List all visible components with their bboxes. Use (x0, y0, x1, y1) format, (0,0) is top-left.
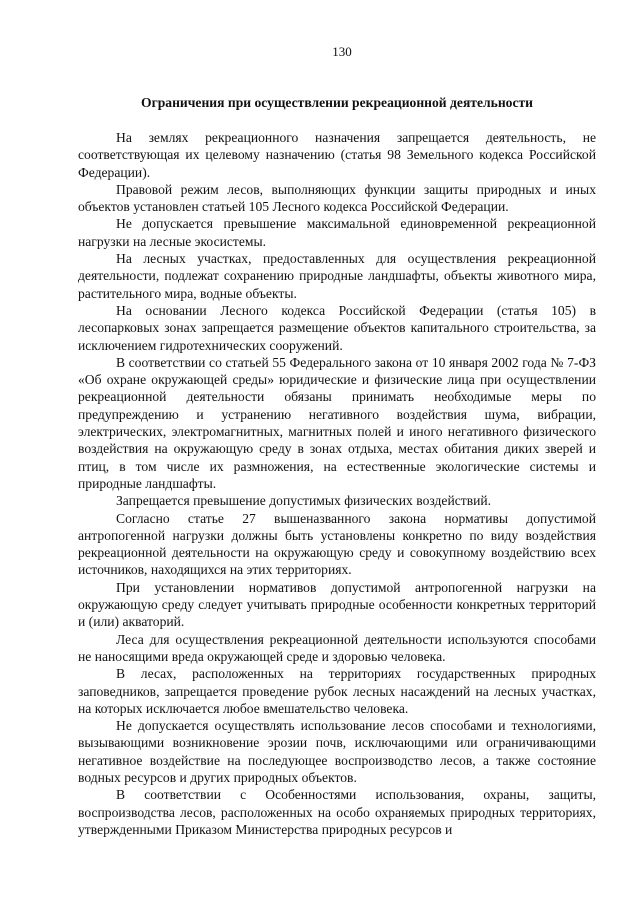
paragraph-12: Не допускается осуществлять использование лесов способами и технологиями, вызывающими возникновение эрозии почв, исключающими или ограничивающими негативное воздействие на последующее воспроизводство лесов, а также состояние водных ресурсов и других природных объектов. (78, 718, 596, 785)
section-heading: Ограничения при осуществлении рекреационной деятельности (141, 95, 533, 110)
paragraph-8: Согласно статье 27 вышеназванного закона нормативы допустимой антропогенной нагрузки должны быть установлены конкретно по виду воздействия рекреационной деятельности на окружающую среду и совокупному воздействию всех источников, находящихся на этих территориях. (78, 510, 596, 578)
paragraph-10: Леса для осуществления рекреационной деятельности используются способами не наносящими вреда окружающей среде и здоровью человека. (78, 631, 596, 664)
paragraph-11: В лесах, расположенных на территориях государственных природных заповедников, запрещается проведение рубок лесных насаждений на лесных участках, на которых исключается любое вмешательство человека. (78, 666, 596, 716)
paragraph-7: Запрещается превышение допустимых физических воздействий. (116, 493, 492, 509)
page-number: 130 (332, 44, 352, 59)
body-text (78, 129, 596, 838)
paragraph-2: Правовой режим лесов, выполняющих функции защиты природных и иных объектов установлен статьей 105 Лесного кодекса Российской Федерации. (78, 181, 596, 215)
paragraph-9: При установлении нормативов допустимой антропогенной нагрузки на окружающую среду следует учитывать природные особенности конкретных территорий и (или) акваторий. (78, 579, 596, 630)
paragraph-4: На лесных участках, предоставленных для осуществления рекреационной деятельности, подлежат сохранению природные ландшафты, объекты животного мира, растительного мира, водные объекты. (78, 251, 596, 301)
paragraph-3: Не допускается превышение максимальной единовременной рекреационной нагрузки на лесные экосистемы. (78, 216, 596, 249)
paragraph-6: В соответствии со статьей 55 Федерального закона от 10 января 2002 года № 7-ФЗ «Об охране окружающей среды» юридические и физические лица при осуществлении рекреационной деятельности обязаны принимать необходимые меры по предупреждению и устранению негативного воздействия шума, вибрации, электрических, электромагнитных, магнитных полей и иного негативного физического воздействия на окружающую среду в зонах отдыха, местах обитания диких зверей и птиц, в том числе их размножения, на естественные экологические системы и природные ландшафты. (78, 354, 596, 491)
paragraph-1: На землях рекреационного назначения запрещается деятельность, не соответствующая их целевому назначению (статья 98 Земельного кодекса Российской Федерации). (78, 130, 596, 180)
paragraph-5: На основании Лесного кодекса Российской Федерации (статья 105) в лесопарковых зонах запрещается размещение объектов капитального строительства, за исключением гидротехнических сооружений. (78, 302, 596, 353)
paragraph-13: В соответствии с Особенностями использования, охраны, защиты, воспроизводства лесов, расположенных на особо охраняемых природных территориях, утвержденными Приказом Министерства природных ресурсов и (78, 787, 596, 837)
